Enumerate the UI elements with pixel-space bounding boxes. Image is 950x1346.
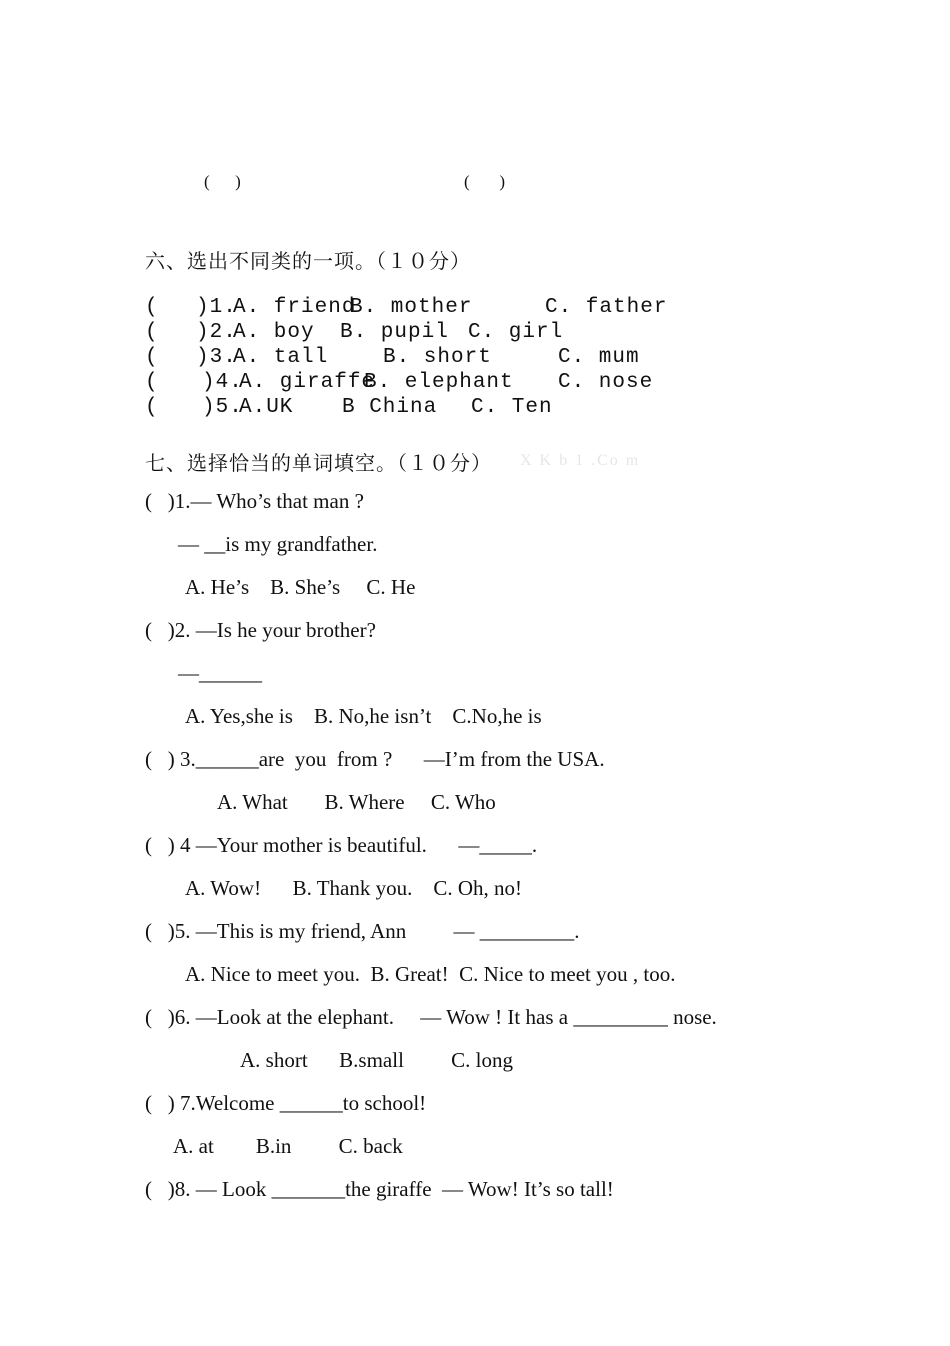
s7-q1-answer: — __is my grandfather. — [178, 532, 378, 556]
s6-item3-option-c: C. mum — [558, 346, 640, 369]
s7-q2-options: A. Yes,she is B. No,he isn’t C.No,he is — [185, 704, 542, 728]
s6-item5-option-a: A.UK — [239, 396, 294, 419]
s6-item2-option-a: A. boy — [233, 321, 315, 344]
answer-slot-1: ( ) — [204, 172, 241, 191]
s6-item2-option-b: B. pupil — [340, 321, 449, 344]
s7-q4-options: A. Wow! B. Thank you. C. Oh, no! — [185, 876, 523, 900]
s6-item4-option-c: C. nose — [558, 371, 654, 394]
s6-item5-paren: ( — [145, 396, 159, 419]
s7-q1-stem: ( )1.— Who’s that man ? — [145, 489, 364, 513]
watermark: X K b 1 .Co m — [520, 452, 641, 469]
s6-item1-option-a: A. friend — [233, 296, 356, 319]
s7-q5-stem: ( )5. —This is my friend, Ann — _________. — [145, 919, 580, 943]
s6-item5-option-c: C. Ten — [471, 396, 553, 419]
s6-item1-num: )1. — [196, 296, 237, 319]
s6-item4-option-a: A. giraffe — [239, 371, 376, 394]
s7-q8-stem: ( )8. — Look _______the giraffe — Wow! It’s so tall! — [145, 1177, 614, 1201]
s7-q1-options: A. He’s B. She’s C. He — [185, 575, 416, 599]
s7-q6-options: A. short B.small C. long — [240, 1048, 514, 1072]
s7-q4-stem: ( ) 4 —Your mother is beautiful. —_____. — [145, 833, 538, 857]
s7-q6-stem: ( )6. —Look at the elephant. — Wow ! It has a _________ nose. — [145, 1005, 717, 1029]
s6-item1-paren: ( — [145, 296, 159, 319]
s6-item4-num: )4. — [202, 371, 243, 394]
section6-title: 六、选出不同类的一项。（１０分） — [145, 249, 471, 273]
s6-item2-num: )2. — [196, 321, 237, 344]
s6-item4-option-b: B. elephant — [364, 371, 514, 394]
s6-item5-num: )5. — [202, 396, 243, 419]
s6-item1-option-b: B. mother — [350, 296, 473, 319]
s7-q5-options: A. Nice to meet you. B. Great! C. Nice to meet you , too. — [185, 962, 676, 986]
answer-slot-2: ( ) — [464, 172, 506, 191]
s6-item2-paren: ( — [145, 321, 159, 344]
s7-q3-stem: ( ) 3.______are you from ? —I’m from the USA. — [145, 747, 605, 771]
s7-q3-options: A. What B. Where C. Who — [217, 790, 496, 814]
s6-item1-option-c: C. father — [545, 296, 668, 319]
s6-item2-option-c: C. girl — [468, 321, 564, 344]
s7-q7-options: A. at B.in C. back — [173, 1134, 403, 1158]
s6-item3-option-a: A. tall — [233, 346, 329, 369]
s7-q2-answer: —______ — [178, 661, 262, 685]
section7-title: 七、选择恰当的单词填空。（１０分） — [145, 451, 492, 475]
s6-item3-num: )3. — [196, 346, 237, 369]
s7-q2-stem: ( )2. —Is he your brother? — [145, 618, 376, 642]
s7-q7-stem: ( ) 7.Welcome ______to school! — [145, 1091, 427, 1115]
s6-item3-option-b: B. short — [383, 346, 492, 369]
s6-item4-paren: ( — [145, 371, 159, 394]
s6-item5-option-b: B China — [342, 396, 438, 419]
s6-item3-paren: ( — [145, 346, 159, 369]
